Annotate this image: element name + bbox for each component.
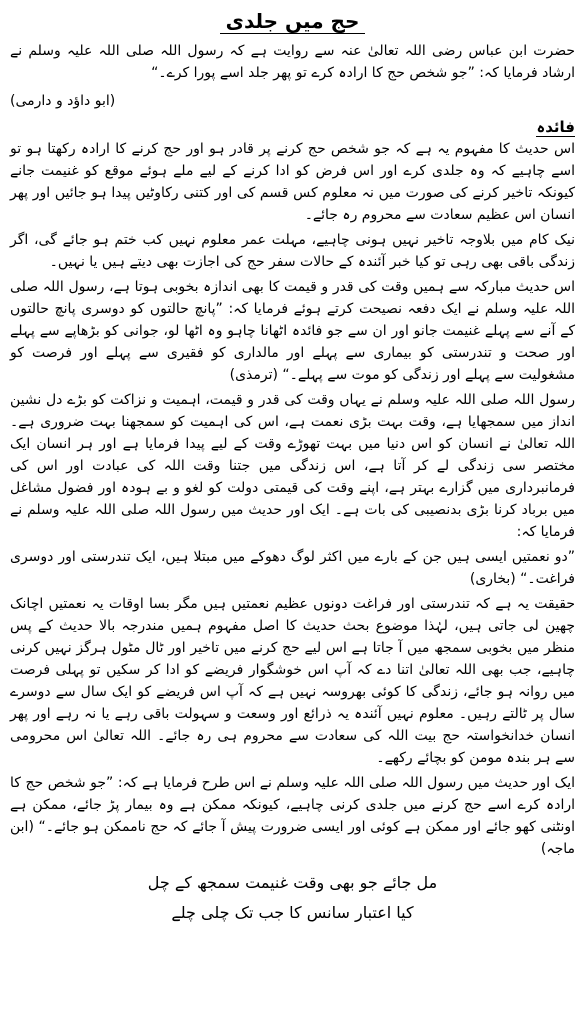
intro-paragraph: حضرت ابن عباس رضی اللہ تعالیٰ عنہ سے روایت ہے کہ رسول اللہ صلی اللہ علیہ وسلم نے ارشاد فرمایا کہ: ”جو شخص حج کا ارادہ کرے تو پھر جلد اسے پورا کرے۔“ (10, 43, 575, 81)
title-text: حج میں جلدی (220, 9, 366, 34)
hadith-quote: ”دو نعمتیں ایسی ہیں جن کے بارے میں اکثر لوگ دھوکے میں مبتلا ہیں، ایک تندرستی اور دوسری فراغت۔“ (بخاری) (10, 549, 575, 587)
body-paragraph: ایک اور حدیث میں رسول اللہ صلی اللہ علیہ وسلم نے اس طرح فرمایا ہے کہ: ”جو شخص حج کا ارادہ کرے اسے حج کرنے میں جلدی کرنی چاہیے، کیونکہ ممکن ہے وہ بیمار پڑ جائے، ممکن ہے اونٹنی کھو جائے اور ممکن ہے کوئی اور ایسی ضرورت پیش آ جائے کہ حج ناممکن ہو جائے۔“ (ابن ماجہ) (10, 775, 575, 857)
page-title (10, 8, 575, 34)
poetry-verse-1: مل جائے جو بھی وقت غنیمت سمجھ کے چل (147, 873, 438, 892)
body-paragraph: اس حدیث کا مفہوم یہ ہے کہ جو شخص حج کرنے پر قادر ہو اور حج کرنے کا ارادہ رکھتا ہو تو اسے چاہیے کہ وہ جلدی کرے اور اس فرض کو ادا کرنے کے لیے ملے ہوئے موقع کو غنیمت جانے کیونکہ تاخیر کرنے کی صورت میں نہ معلوم کس قسم کی اور کتنی رکاوٹیں پیدا ہو جائیں اور پھر انسان اس عظیم سعادت سے محروم رہ جائے۔ (10, 141, 575, 223)
body-paragraph: اس حدیث مبارکہ سے ہمیں وقت کی قدر و قیمت کا بھی اندازہ بخوبی ہوتا ہے، رسول اللہ صلی اللہ علیہ وسلم نے ایک دفعہ نصیحت کرتے ہوئے فرمایا کہ: ”پانچ حالتوں کو دوسری پانچ حالتوں کے آنے سے پہلے غنیمت جانو اور ان سے جو فائدہ اٹھانا چاہو وہ اٹھا لو، جوانی کو بڑھاپے سے پہلے اور صحت و تندرستی کو بیماری سے پہلے اور مالداری کو فقیری سے پہلے اور فرصت کو مشغولیت سے پہلے اور زندگی کو موت سے پہلے۔“ (ترمذی) (10, 279, 575, 383)
poetry-couplet (10, 868, 575, 928)
faida-heading (10, 116, 575, 138)
faida-heading-text: فائدہ (536, 118, 575, 136)
body-paragraph: نیک کام میں بلاوجہ تاخیر نہیں ہونی چاہیے، مہلت عمر معلوم نہیں کب ختم ہو جائے گی، اگر زندگی باقی بھی رہی تو کیا خبر آئندہ کے حالات سفر حج کی اجازت بھی دیتے ہیں یا نہیں۔ (10, 232, 575, 270)
body-paragraph: رسول اللہ صلی اللہ علیہ وسلم نے یہاں وقت کی قدر و قیمت، اہمیت و نزاکت کو بڑے دل نشین انداز میں سمجھایا ہے، وقت بہت بڑی نعمت ہے، اس کی اہمیت کو سمجھنا بہت ضروری ہے۔ اللہ تعالیٰ نے انسان کو اس دنیا میں بہت تھوڑے وقت کے لیے پیدا فرمایا ہے اور ہر انسان ایک مختصر سی زندگی لے کر آتا ہے، اس زندگی میں جتنا وقت اللہ کی عبادت اور اس کی فرمانبرداری میں گزارے بہتر ہے، اپنے وقت کی قیمتی دولت کو لغو و بے ہودہ اور فضول مشاغل میں برباد کرنا بڑی بدنصیبی کی بات ہے۔ ایک اور حدیث میں رسول اللہ صلی اللہ علیہ وسلم نے فرمایا کہ: (10, 392, 575, 540)
body-paragraph: حقیقت یہ ہے کہ تندرستی اور فراغت دونوں عظیم نعمتیں ہیں مگر بسا اوقات یہ نعمتیں اچانک چھین لی جاتی ہیں، لہٰذا موضوع بحث حدیث کا اصل مفہوم ہمیں مندرجہ بالا حدیث کے پس منظر میں بخوبی سمجھ میں آ جاتا ہے اس لیے حج کرنے میں تاخیر اور ٹال مٹول ہرگز نہیں کرنی چاہیے، جب بھی اللہ تعالیٰ اتنا دے کہ آپ اس خوشگوار فریضے کو ادا کر سکیں تو پہلی فرصت میں روانہ ہو جائے، زندگی کا کوئی بھروسہ نہیں ہے کہ آپ اس فریضے کو ایک سال سے دوسرے سال پر ٹالتے رہیں۔ معلوم نہیں آئندہ یہ ذرائع اور وسعت و سہولت باقی رہے یا نہ رہے اور پھر انسان خدانخواستہ حج بیت اللہ کی سعادت سے محروم ہی رہ جائے۔ اللہ تعالیٰ اس محرومی سے ہر بندہ مومن کو بچائے رکھے۔ (10, 596, 575, 766)
poetry-verse-2: کیا اعتبار سانس کا جب تک چلی چلے (171, 903, 414, 922)
intro-reference: (ابو داؤد و دارمی) (10, 93, 116, 109)
